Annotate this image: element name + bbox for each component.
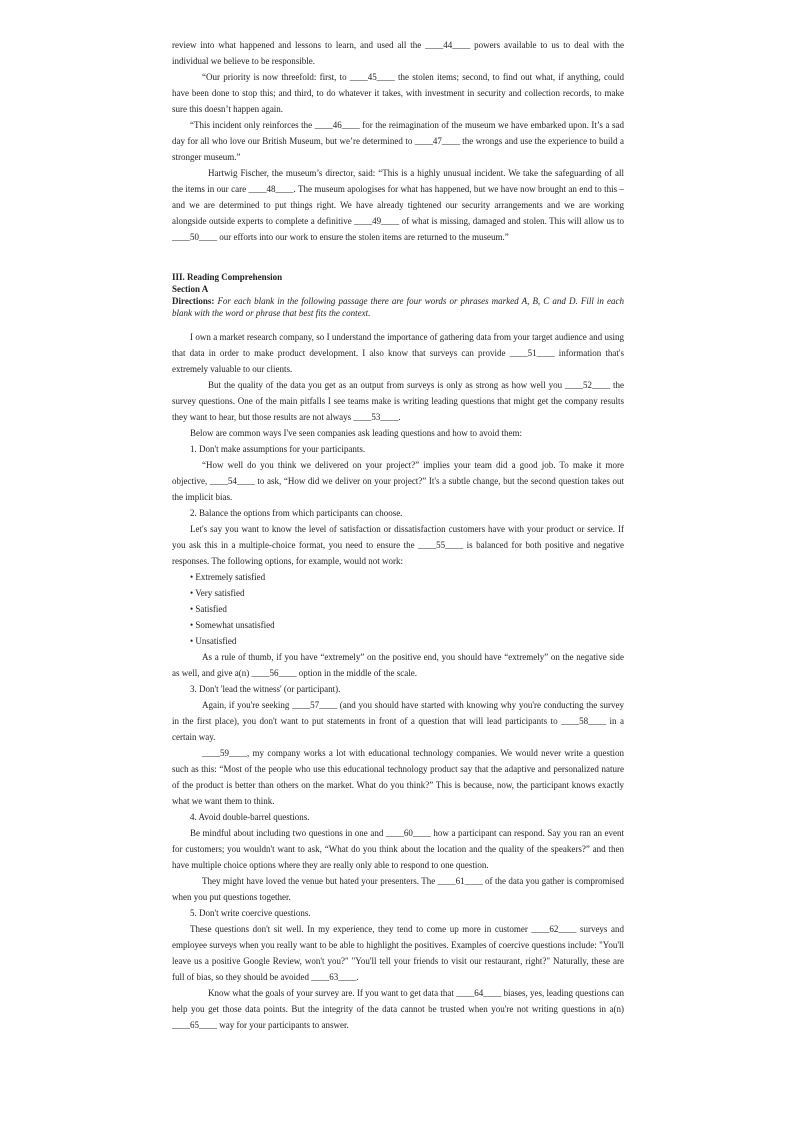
bullet-item: • Satisfied bbox=[190, 604, 227, 614]
paragraph: “How well do you think we delivered on your project?” implies your team did a good job. To make it more objective, ____54____ to ask, “How did we deliver on your project?” It's a subtle change, but the second question takes out the implicit bias. bbox=[172, 460, 624, 502]
paragraph: 3. Don't 'lead the witness' (or participant). bbox=[190, 684, 341, 694]
directions-spacer bbox=[172, 319, 624, 329]
section-spacer bbox=[172, 245, 624, 271]
bullet-item: • Very satisfied bbox=[190, 588, 245, 598]
section-title: III. Reading Comprehension bbox=[172, 272, 283, 282]
paragraph: review into what happened and lessons to learn, and used all the ____44____ powers available to us to deal with the individual we believe to be responsible. bbox=[172, 40, 624, 66]
paragraph: ____59____, my company works a lot with educational technology companies. We would never write a question such as this: “Most of the people who use this educational technology product say that the adaptive and personalized nature of the product is better than others on the market. What do you think?” This is because, now, the participant knows exactly what we want them to think. bbox=[172, 748, 624, 806]
directions-label: Directions: bbox=[172, 296, 215, 306]
directions bbox=[172, 295, 624, 319]
paragraph: Below are common ways I've seen companies ask leading questions and how to avoid them: bbox=[190, 428, 523, 438]
bullet-item: • Unsatisfied bbox=[190, 636, 237, 646]
paragraph: But the quality of the data you get as an output from surveys is only as strong as how well you ____52____ the survey questions. One of the main pitfalls I see teams make is writing leading questions that might get the company results they want to hear, but those results are not always ____53____. bbox=[172, 380, 624, 422]
paragraph: 1. Don't make assumptions for your participants. bbox=[190, 444, 366, 454]
paragraph: Hartwig Fischer, the museum’s director, said: “This is a highly unusual incident. We take the safeguarding of all the items in our care ____48____. The museum apologises for what has happened, but we have now brought an end to this – and we are determined to put things right. We have already tightened our security arrangements and we are working alongside outside experts to complete a definitive ____49____ of what is missing, damaged and stolen. This will allow us to ____50____ our efforts into our work to ensure the stolen items are returned to the museum.” bbox=[172, 168, 624, 242]
paragraph: They might have loved the venue but hated your presenters. The ____61____ of the data you gather is compromised when you put questions together. bbox=[172, 876, 624, 902]
cloze-passage-continued bbox=[172, 37, 624, 245]
paragraph: 5. Don't write coercive questions. bbox=[190, 908, 311, 918]
paragraph: Let's say you want to know the level of satisfaction or dissatisfaction customers have with your product or service. If you ask this in a multiple-choice format, you need to ensure the ____55____ is balanced for both positive and negative responses. The following options, for example, would not work: bbox=[172, 524, 624, 566]
reading-passage bbox=[172, 329, 624, 1033]
section-subtitle: Section A bbox=[172, 284, 209, 294]
paragraph: Be mindful about including two questions in one and ____60____ how a participant can respond. Say you ran an event for customers; you wouldn't want to ask, “What do you think about the location and the quality of the speakers?” and then have multiple choice options where they are really only able to respond to one question. bbox=[172, 828, 624, 870]
bullet-item: • Somewhat unsatisfied bbox=[190, 620, 275, 630]
paragraph: 2. Balance the options from which participants can choose. bbox=[190, 508, 403, 518]
paragraph: I own a market research company, so I understand the importance of gathering data from your target audience and using that data in order to make product development. I also know that surveys can provide ____51____ information that's extremely valuable to our clients. bbox=[172, 332, 624, 374]
paragraph: 4. Avoid double-barrel questions. bbox=[190, 812, 310, 822]
bullet-item: • Extremely satisfied bbox=[190, 572, 266, 582]
exam-page bbox=[172, 37, 624, 1033]
paragraph: Know what the goals of your survey are. If you want to get data that ____64____ biases, yes, leading questions can help you get those data points. But the integrity of the data cannot be trusted when you're not writing questions in a(n) ____65____ way for your participants to answer. bbox=[172, 988, 624, 1030]
paragraph: As a rule of thumb, if you have “extremely” on the positive end, you should have “extremely” on the negative side as well, and give a(n) ____56____ option in the middle of the scale. bbox=[172, 652, 624, 678]
paragraph: “Our priority is now threefold: first, to ____45____ the stolen items; second, to find out what, if anything, could have been done to stop this; and third, to do whatever it takes, with investment in security and collection records, to make sure this doesn’t happen again. bbox=[172, 72, 624, 114]
paragraph: Again, if you're seeking ____57____ (and you should have started with knowing why you're conducting the survey in the first place), you don't want to put statements in front of a question that will lead participants to ____58____ in a certain way. bbox=[172, 700, 624, 742]
paragraph: “This incident only reinforces the ____46____ for the reimagination of the museum we have embarked upon. It’s a sad day for all who love our British Museum, but we’re determined to ____47____ the wrongs and use the experience to build a stronger museum.” bbox=[172, 120, 624, 162]
paragraph: These questions don't sit well. In my experience, they tend to come up more in customer ____62____ surveys and employee surveys when you really want to be able to highlight the positives. Examples of coercive questions include: "You'll leave us a positive Google Review, won't you?" "You'll tell your friends to visit our restaurant, right?" Naturally, these are full of bias, so they should be avoided ____63____. bbox=[172, 924, 624, 982]
directions-text: For each blank in the following passage there are four words or phrases marked A, B, C and D. Fill in each blank with the word or phrase that best fits the context. bbox=[172, 296, 625, 318]
